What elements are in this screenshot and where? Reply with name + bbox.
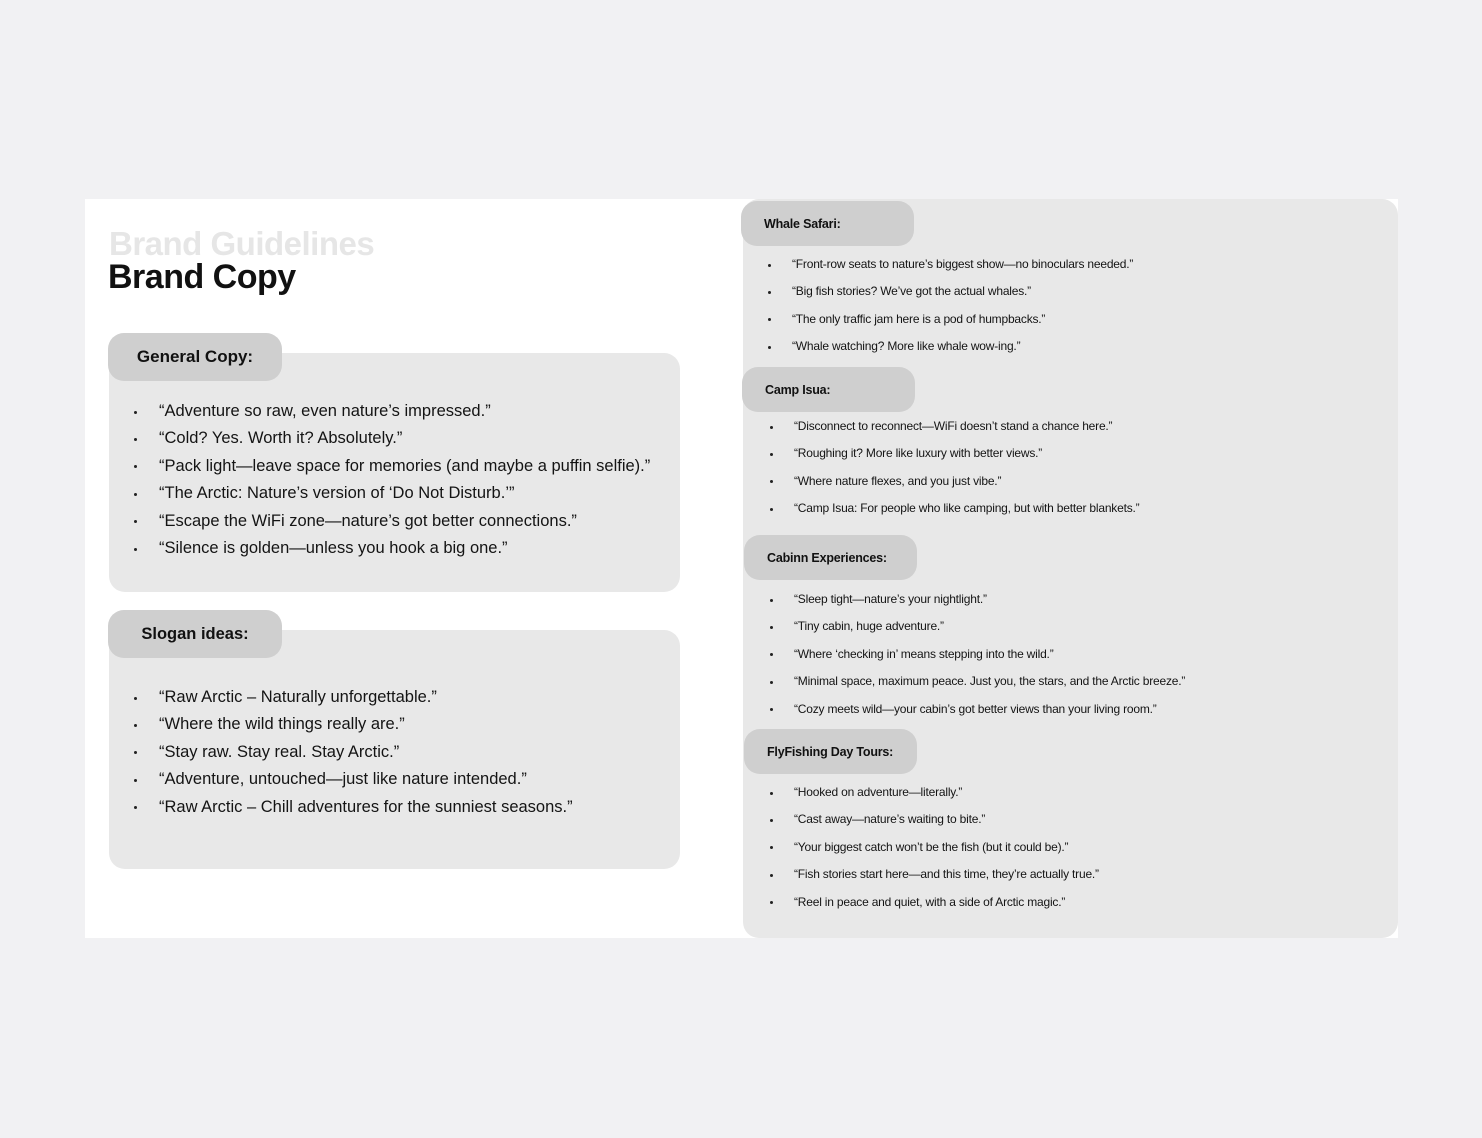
list-item xyxy=(109,684,573,711)
list-item-text: “Silence is golden—unless you hook a big one.” xyxy=(159,538,508,557)
list-item xyxy=(109,398,650,425)
list-item-text: “Cast away—nature’s waiting to bite.” xyxy=(794,812,986,827)
bullet-icon xyxy=(770,599,773,602)
bullet-icon xyxy=(770,508,773,511)
list-item xyxy=(743,333,1133,360)
list-item xyxy=(743,251,1133,278)
product-copy-panel xyxy=(743,199,1398,938)
list-item-text: “Cozy meets wild—your cabin’s got better views than your living room.” xyxy=(794,701,1157,716)
list-item xyxy=(745,613,1185,640)
list-item xyxy=(745,889,1099,916)
bullet-icon xyxy=(770,819,773,822)
bullet-icon xyxy=(770,901,773,904)
list-item xyxy=(745,861,1099,888)
page-title: Brand Copy xyxy=(108,258,296,296)
bullet-icon xyxy=(134,411,137,414)
list-item xyxy=(109,711,573,738)
list-item xyxy=(745,641,1185,668)
list-item-text: “Hooked on adventure—literally.” xyxy=(794,785,963,799)
list-item-text: “Your biggest catch won’t be the fish (but it could be).” xyxy=(794,839,1069,854)
cabinn-experiences-tab: Cabinn Experiences: xyxy=(744,535,917,580)
whale-safari-list xyxy=(743,251,1133,361)
bullet-icon xyxy=(134,438,137,441)
list-item xyxy=(745,806,1099,833)
bullet-icon xyxy=(770,426,773,429)
list-item xyxy=(109,739,573,766)
cabinn-experiences-list xyxy=(745,586,1185,723)
list-item-text: “Adventure so raw, even nature’s impressed.” xyxy=(159,402,491,420)
camp-isua-list xyxy=(745,413,1139,523)
bullet-icon xyxy=(770,653,773,656)
list-item xyxy=(745,413,1139,440)
general-copy-tab: General Copy: xyxy=(108,333,282,381)
list-item xyxy=(745,668,1185,695)
list-item xyxy=(745,495,1139,522)
bullet-icon xyxy=(134,751,137,754)
list-item xyxy=(109,508,650,535)
list-item xyxy=(109,535,650,562)
list-item xyxy=(745,834,1099,861)
list-item xyxy=(109,766,573,793)
bullet-icon xyxy=(134,548,137,551)
list-item xyxy=(109,425,650,452)
list-item-text: “The only traffic jam here is a pod of humpbacks.” xyxy=(792,311,1046,326)
camp-isua-tab: Camp Isua: xyxy=(742,367,915,412)
bullet-icon xyxy=(768,291,771,294)
slogan-ideas-list xyxy=(109,684,573,821)
bullet-icon xyxy=(134,779,137,782)
bullet-icon xyxy=(134,465,137,468)
list-item-text: “Big fish stories? We’ve got the actual whales.” xyxy=(792,284,1031,299)
bullet-icon xyxy=(770,846,773,849)
general-copy-list xyxy=(109,398,650,562)
list-item-text: “Whale watching? More like whale wow-ing.” xyxy=(792,339,1021,354)
list-item-text: “Stay raw. Stay real. Stay Arctic.” xyxy=(159,742,400,761)
list-item xyxy=(745,440,1139,467)
list-item-text: “Raw Arctic – Naturally unforgettable.” xyxy=(159,688,437,706)
list-item-text: “Raw Arctic – Chill adventures for the sunniest seasons.” xyxy=(159,797,573,816)
slogan-ideas-tab: Slogan ideas: xyxy=(108,610,282,658)
bullet-icon xyxy=(770,708,773,711)
bullet-icon xyxy=(770,792,773,795)
list-item-text: “Tiny cabin, huge adventure.” xyxy=(794,619,944,634)
bullet-icon xyxy=(770,480,773,483)
list-item xyxy=(743,278,1133,305)
list-item-text: “Reel in peace and quiet, with a side of Arctic magic.” xyxy=(794,894,1066,909)
flyfishing-day-tours-list xyxy=(745,779,1099,916)
flyfishing-day-tours-tab: FlyFishing Day Tours: xyxy=(744,729,917,774)
list-item-text: “Roughing it? More like luxury with better views.” xyxy=(794,446,1043,461)
list-item-text: “Cold? Yes. Worth it? Absolutely.” xyxy=(159,429,403,448)
list-item-text: “Disconnect to reconnect—WiFi doesn’t stand a chance here.” xyxy=(794,419,1113,433)
list-item xyxy=(745,468,1139,495)
bullet-icon xyxy=(134,697,137,700)
list-item xyxy=(743,306,1133,333)
list-item xyxy=(109,794,573,821)
bullet-icon xyxy=(770,626,773,629)
bullet-icon xyxy=(134,493,137,496)
bullet-icon xyxy=(134,724,137,727)
list-item-text: “The Arctic: Nature’s version of ‘Do Not Disturb.’” xyxy=(159,484,515,503)
list-item xyxy=(109,453,650,480)
list-item-text: “Where nature flexes, and you just vibe.” xyxy=(794,473,1002,488)
whale-safari-tab: Whale Safari: xyxy=(741,201,914,246)
list-item-text: “Camp Isua: For people who like camping, but with better blankets.” xyxy=(794,501,1140,516)
bullet-icon xyxy=(134,520,137,523)
bullet-icon xyxy=(768,346,771,349)
list-item-text: “Fish stories start here—and this time, they’re actually true.” xyxy=(794,867,1099,882)
list-item xyxy=(745,779,1099,806)
list-item-text: “Pack light—leave space for memories (and maybe a puffin selfie).” xyxy=(159,456,651,475)
list-item-text: “Front-row seats to nature’s biggest show—no binoculars needed.” xyxy=(792,257,1134,271)
list-item-text: “Escape the WiFi zone—nature’s got better connections.” xyxy=(159,511,577,530)
list-item-text: “Where the wild things really are.” xyxy=(159,715,405,734)
list-item-text: “Adventure, untouched—just like nature intended.” xyxy=(159,770,527,789)
bullet-icon xyxy=(768,264,771,267)
brand-copy-slide xyxy=(85,199,1398,938)
list-item xyxy=(745,696,1185,723)
list-item-text: “Sleep tight—nature’s your nightlight.” xyxy=(794,592,987,606)
bullet-icon xyxy=(770,874,773,877)
list-item-text: “Minimal space, maximum peace. Just you, the stars, and the Arctic breeze.” xyxy=(794,674,1186,689)
list-item xyxy=(745,586,1185,613)
bullet-icon xyxy=(770,681,773,684)
bullet-icon xyxy=(768,318,771,321)
section-overline: Brand Guidelines xyxy=(109,225,375,262)
bullet-icon xyxy=(134,806,137,809)
list-item-text: “Where ‘checking in’ means stepping into the wild.” xyxy=(794,646,1054,661)
bullet-icon xyxy=(770,453,773,456)
list-item xyxy=(109,480,650,507)
